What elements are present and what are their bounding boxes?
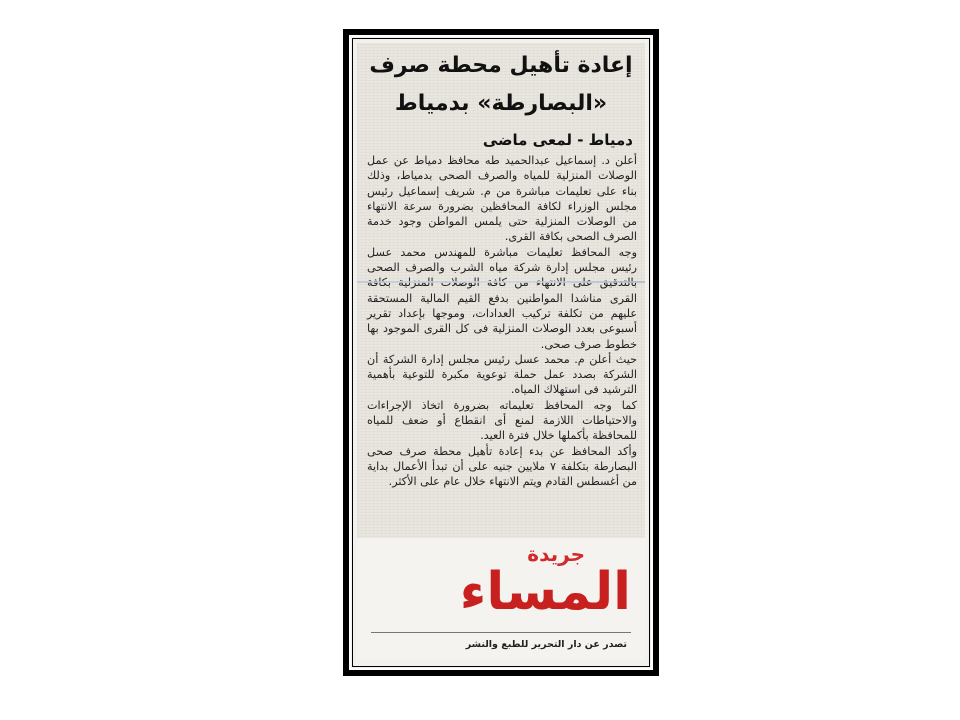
headline-line-1: إعادة تأهيل محطة صرف — [369, 53, 633, 78]
paragraph: وجه المحافظ تعليمات مباشرة للمهندس محمد عسل رئيس مجلس إدارة شركة مياه الشرب والصرف الصحى القرى مناشدا المواطنين بدفع القيم المالية المستحقة عليهم من تكلفة تركيب العدادات، وموجها بإعداد تقرير أسبوعى بعدد الوصلات المنزلية فى كل القرى الموجود بها خطوط صرف صحى. — [367, 245, 637, 351]
newspaper-logo — [357, 538, 645, 660]
paper-fold-line — [357, 281, 645, 283]
logo-divider — [371, 632, 631, 633]
article-headline — [365, 47, 637, 123]
headline-line-2: «البصارطة» بدمياط — [394, 91, 608, 116]
logo-small-text: جريدة — [527, 542, 585, 566]
newspaper-clipping — [357, 43, 645, 660]
logo-big-text: المساء — [459, 562, 631, 622]
paragraph: أعلن د. إسماعيل عبدالحميد طه محافظ دمياط عن عمل الوصلات المنزلية للمياه والصرف الصحى بدمياط، وذلك بناء على تعليمات مباشرة من م. شريف إسماعيل رئيس مجلس الوزراء لكافة المحافظين بضرورة سرعة الانتهاء من الوصلات المنزلية حتى يلمس المواطن وجود خدمة الصرف الصحى بكافة القرى. — [367, 154, 637, 244]
clipping-frame — [343, 29, 659, 676]
article-byline: دمياط - لمعى ماضى — [482, 131, 633, 149]
logo-tagline: تصدر عن دار التحرير للطبع والنشر — [465, 639, 627, 650]
article-body — [367, 153, 637, 490]
paragraph: وأكد المحافظ عن بدء إعادة تأهيل محطة صرف صحى البصارطة بتكلفة ٧ ملايين جنيه على أن تبدأ الأعمال بداية من أغسطس القادم ويتم الانتهاء خلال عام على الأكثر. — [367, 444, 638, 489]
paragraph: كما وجه المحافظ تعليماته بضرورة اتخاذ الإجراءات والاحتياطات اللازمة لمنع أى انقطاع أو ضعف للمياه للمحافظة بأكملها خلال فترة العيد. — [367, 398, 637, 443]
paragraph: حيث أعلن م. محمد عسل رئيس مجلس إدارة الشركة أن الشركة بصدد عمل حملة توعوية مكبرة للتوعية بأهمية الترشيد فى استهلاك المياه. — [367, 352, 637, 397]
clipping-inner-border — [349, 35, 653, 670]
